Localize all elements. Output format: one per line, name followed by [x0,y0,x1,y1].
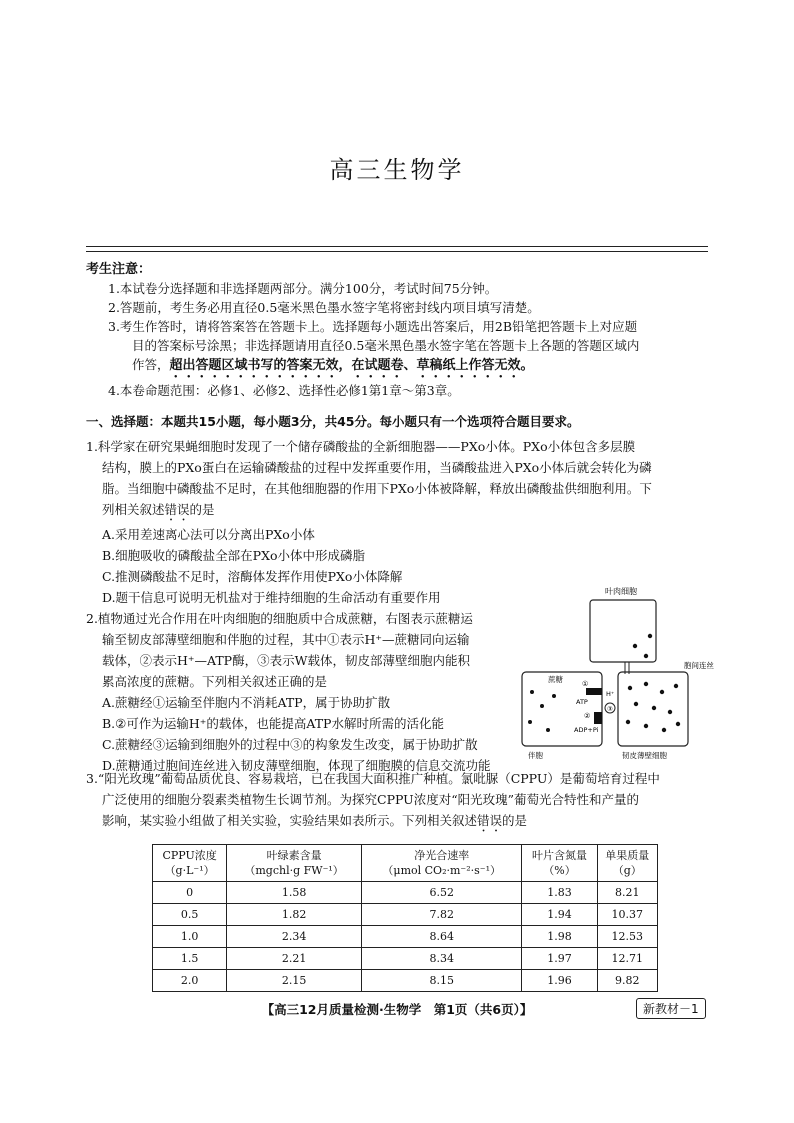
table-header-cell [361,845,521,882]
table-cell: 1.97 [522,948,597,970]
sucrose-dot [668,710,672,714]
figure-label-mesophyll: 叶肉细胞 [605,587,637,596]
option-b: B.细胞吸收的磷酸盐全部在PXo小体中形成磷脂 [102,548,365,563]
question-stem: 广泛使用的细胞分裂素类植物生长调节剂。为探究CPPU浓度对“阳光玫瑰”葡萄光合特性和产量的 [102,792,639,807]
table-cell: 1.5 [153,948,227,970]
question-stem: 结构，膜上的PXo蛋白在运输磷酸盐的过程中发挥重要作用，当磷酸盐进入PXo小体后就会转化为磷 [102,460,652,475]
header-line: CPPU浓度 [162,849,217,862]
table-cell: 1.0 [153,926,227,948]
table-cell: 12.53 [597,926,657,948]
notice-item [86,317,716,381]
table-cell: 12.71 [597,948,657,970]
sucrose-dot [674,684,678,688]
table-header-cell [153,845,227,882]
sucrose-dot [652,706,656,710]
edition-badge: 新教材－1 [636,998,706,1019]
table-row [153,926,658,948]
option-c: C.推测磷酸盐不足时，溶酶体发挥作用使PXo小体降解 [102,569,403,584]
question-1 [86,436,716,608]
table-cell: 8.64 [361,926,521,948]
question-stem: 2.植物通过光合作用在叶肉细胞的细胞质中合成蔗糖，右图表示蔗糖运 [86,611,473,626]
table-header-cell [522,845,597,882]
notice-item: 2.答题前，考生务必用直径0.5毫米黑色墨水签字笔将密封线内项目填写清楚。 [108,300,540,315]
question-stem: 载体，②表示H⁺—ATP酶，③表示W载体，韧皮部薄壁细胞内能积 [102,653,470,668]
header-line: （mgchl·g FW⁻¹） [244,864,344,877]
table-cell: 2.0 [153,970,227,992]
table-row [153,948,658,970]
sucrose-dot [676,722,680,726]
header-line: （g） [612,864,642,877]
sucrose-dot [644,724,648,728]
sucrose-dot [546,728,550,732]
header-line: 叶绿素含量 [266,849,322,862]
question-stem: 1.科学家在研究果蝇细胞时发现了一个储存磷酸盐的全新细胞器——PXo小体。PXo小体包含多层膜 [86,439,636,454]
option-a: A.采用差速离心法可以分离出PXo小体 [102,527,315,542]
title-divider [86,246,708,247]
table-cell: 1.58 [227,882,362,904]
notice-item-text: 作答， [132,357,170,372]
label-adp: ADP+Pi [574,726,599,734]
title-divider-secondary [86,251,708,252]
sucrose-dot [540,704,544,708]
label-2: ② [584,712,591,720]
figure-label-parenchyma: 韧皮薄壁细胞 [622,751,667,760]
candidate-notice [86,260,716,400]
table-row [153,904,658,926]
section-heading: 一、选择题：本题共15小题，每小题3分，共45分。每小题只有一个选项符合题目要求。 [86,414,580,429]
sucrose-dot [530,690,534,694]
table-header-row [153,845,658,882]
stem-text: 的是 [502,813,528,828]
option-b: B.②可作为运输H⁺的载体，也能提高ATP水解时所需的活化能 [102,716,444,731]
sucrose-dot [662,728,666,732]
header-line: （μmol CO₂·m⁻²·s⁻¹） [382,864,501,877]
notice-item: 1.本试卷分选择题和非选择题两部分。满分100分，考试时间75分钟。 [108,281,498,296]
table-cell: 2.15 [227,970,362,992]
notice-item-text: 目的答案标号涂黑；非选择题请用直径0.5毫米黑色墨水签字笔在答题卡上各题的答题区域内 [132,338,640,353]
figure-label-sucrose: 蔗糖 [548,675,563,684]
question-stem: 3.“阳光玫瑰”葡萄品质优良、容易栽培，已在我国大面积推广种植。氯吡脲（CPPU）是葡萄培育过程中 [86,771,660,786]
option-c: C.蔗糖经③运输到细胞外的过程中③的构象发生改变，属于协助扩散 [102,737,478,752]
page-footer: 【高三12月质量检测·生物学 第1页（共6页）】 [261,1002,533,1017]
table-row [153,970,658,992]
sucrose-dot [626,720,630,724]
header-line: 净光合速率 [414,849,470,862]
table-cell: 8.21 [597,882,657,904]
question-3 [86,768,716,835]
table-cell: 1.94 [522,904,597,926]
table-cell: 1.98 [522,926,597,948]
stem-keyword: 错误 [164,502,190,517]
header-line: 单果质量 [605,849,650,862]
header-line: 叶片含氮量 [532,849,587,862]
question-stem: 输至韧皮部薄壁细胞和伴胞的过程，其中①表示H⁺—蔗糖同向运输 [102,632,470,647]
table-cell: 9.82 [597,970,657,992]
table-cell: 1.96 [522,970,597,992]
label-atp: ATP [576,698,588,706]
table-cell: 1.82 [227,904,362,926]
notice-emphasis: 超出答题区域书写的答案无效，在试题卷、草稿纸上作答无效。 [169,358,534,373]
transporter-2 [594,712,602,724]
figure-label-plasmodesma: 胞间连丝 [684,661,714,670]
label-1: ① [582,680,589,688]
table-cell: 0.5 [153,904,227,926]
header-line: （g·L⁻¹） [164,864,215,877]
question-stem: 脂。当细胞中磷酸盐不足时，在其他细胞器的作用下PXo小体被降解，释放出磷酸盐供细胞利用。下 [102,481,652,496]
stem-text: 影响，某实验小组做了相关实验，实验结果如表所示。下列相关叙述 [102,813,478,828]
table-cell: 10.37 [597,904,657,926]
table-cell: 7.82 [361,904,521,926]
stem-text: 列相关叙述 [102,502,165,517]
sucrose-dot [633,644,637,648]
sucrose-dot [644,682,648,686]
option-a: A.蔗糖经①运输至伴胞内不消耗ATP，属于协助扩散 [102,695,391,710]
table-cell: 1.83 [522,882,597,904]
table-cell: 2.34 [227,926,362,948]
figure-label-companion: 伴胞 [528,751,543,760]
stem-keyword: 错误 [477,813,503,828]
table-cell: 8.34 [361,948,521,970]
question-stem: 累高浓度的蔗糖。下列相关叙述正确的是 [102,674,328,689]
header-line: （%） [543,864,576,877]
page-title: 高三生物学 [329,156,465,184]
notice-item-text: 3.考生作答时，请将答案答在答题卡上。选择题每小题选出答案后，用2B铅笔把答题卡上对应题 [108,319,638,334]
stem-text: 的是 [189,502,215,517]
table-cell: 8.15 [361,970,521,992]
sucrose-dot [552,694,556,698]
question-stem [86,810,716,835]
question-stem [86,499,716,524]
sucrose-dot [628,686,632,690]
sucrose-dot [634,702,638,706]
table-cell: 2.21 [227,948,362,970]
transporter-1 [586,688,602,695]
results-table [152,844,658,992]
sucrose-dot [648,634,652,638]
sucrose-dot [660,690,664,694]
table-header-cell [227,845,362,882]
label-3: ③ [607,705,613,713]
table-cell: 6.52 [361,882,521,904]
table-header-cell [597,845,657,882]
sucrose-dot [528,720,532,724]
table-row [153,882,658,904]
sucrose-transport-figure [518,584,716,764]
option-d: D.题干信息可说明无机盐对于维持细胞的生命活动有重要作用 [102,590,441,605]
mesophyll-cell [590,600,656,662]
option-d: D.蔗糖通过胞间连丝进入韧皮薄壁细胞，体现了细胞膜的信息交流功能 [102,758,491,773]
sucrose-dot [644,654,648,658]
notice-item-text [120,355,716,381]
notice-item: 4.本卷命题范围：必修1、必修2、选择性必修1第1章～第3章。 [108,383,460,398]
label-h: H⁺ [606,690,615,698]
question-2 [86,608,514,776]
table-cell: 0 [153,882,227,904]
notice-heading: 考生注意： [86,262,152,277]
